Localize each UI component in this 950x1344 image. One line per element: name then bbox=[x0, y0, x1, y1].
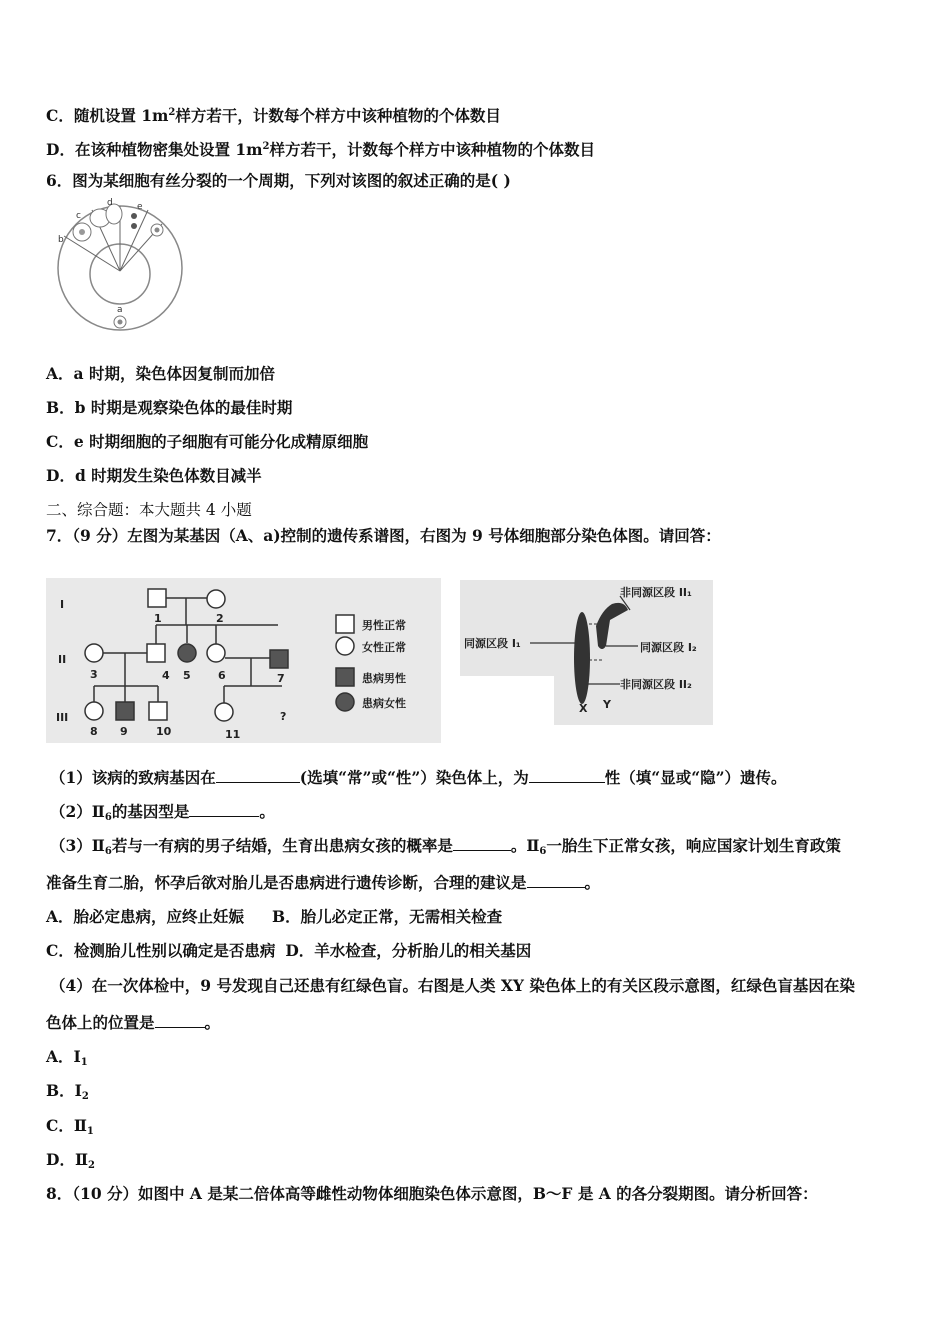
q7-part4-line2: 色体上的位置是 。 bbox=[46, 1013, 221, 1032]
q7-part3-line2: 准备生育二胎，怀孕后欲对胎儿是否患病进行遗传诊断，合理的建议是 。 bbox=[46, 873, 601, 892]
q6-stem: 6．图为某细胞有丝分裂的一个周期，下列对该图的叙述正确的是( ) bbox=[46, 171, 511, 190]
q7-part4-option-a: A．$I_1$ bbox=[46, 1047, 88, 1068]
individual-number-1: 1 bbox=[154, 612, 162, 625]
xy-chromosome-figure bbox=[460, 580, 713, 725]
q6-option-a: A．a 时期，染色体因复制而加倍 bbox=[46, 364, 275, 383]
label-y: Y bbox=[603, 698, 611, 711]
individual-number-11: 11 bbox=[225, 728, 241, 741]
label-homologous-I1: 同源区段 I₁ bbox=[464, 637, 521, 650]
q7-part1: （1）该病的致病基因在 (选填“常”或“性”）染色体上，为 性（填“显或“隐”）遗传。 bbox=[50, 768, 787, 787]
q5-option-c: C．随机设置 $1m^2$样方若干，计数每个样方中该种植物的个体数目 bbox=[46, 106, 501, 125]
label-nonhomologous-II1: 非同源区段 II₁ bbox=[620, 586, 692, 599]
individual-number-6: 6 bbox=[218, 669, 226, 682]
legend-affected-female: 患病女性 bbox=[362, 697, 406, 710]
q7-options-ab: A．胎必定患病，应终止妊娠 B．胎儿必定正常，无需相关检查 bbox=[46, 907, 503, 926]
q7-part4-option-b: B．$I_2$ bbox=[46, 1081, 89, 1102]
pedigree-figure bbox=[46, 578, 441, 743]
q7-part4-line1: （4）在一次体检中，9 号发现自己还患有红绿色盲。右图是人类 XY 染色体上的有关区段示意图，红绿色盲基因在染 bbox=[50, 976, 855, 995]
q7-part4-option-c: C．$Ⅱ_1$ bbox=[46, 1116, 94, 1137]
q7-part1-blank-1[interactable] bbox=[216, 768, 300, 783]
individual-number-10: 10 bbox=[156, 725, 172, 738]
figure-label-c: c bbox=[76, 211, 81, 221]
individual-number-9: 9 bbox=[120, 725, 128, 738]
q6-option-b: B．b 时期是观察染色体的最佳时期 bbox=[46, 398, 293, 417]
q7-part2-blank[interactable] bbox=[189, 802, 259, 817]
generation-label-I: I bbox=[60, 598, 65, 611]
q8-stem: 8．（10 分）如图中 A 是某二倍体高等雌性动物体细胞染色体示意图，B～F 是 A 的各分裂期图。请分析回答： bbox=[46, 1184, 818, 1203]
cell-cycle-figure bbox=[52, 196, 187, 332]
individual-number-3: 3 bbox=[90, 668, 98, 681]
q7-part4-option-d: D．$Ⅱ_2$ bbox=[46, 1150, 95, 1171]
legend-male-normal: 男性正常 bbox=[362, 619, 406, 632]
q7-stem: 7．（9 分）左图为某基因（A、a)控制的遗传系谱图，右图为 9 号体细胞部分染色体图。请回答： bbox=[46, 526, 721, 545]
q5-option-d: D．在该种植物密集处设置 $1m^2$样方若干，计数每个样方中该种植物的个体数目 bbox=[46, 140, 596, 159]
legend-female-normal: 女性正常 bbox=[362, 641, 406, 654]
q7-part3-line1: $(3)Ⅱ_6$若与一有病的男子结婚，生育出患病女孩的概率是 。$Ⅱ_6$一胎生下正常女孩，响应国家计划生育政策 bbox=[50, 836, 841, 857]
individual-number-7: 7 bbox=[277, 672, 285, 685]
label-x: X bbox=[579, 702, 588, 715]
individual-number-5: 5 bbox=[183, 669, 191, 682]
q7-part1-blank-2[interactable] bbox=[529, 768, 605, 783]
q7-part3-blank-2[interactable] bbox=[527, 873, 585, 888]
q7-part2: $(2)Ⅱ_6$的基因型是 。 bbox=[50, 802, 275, 823]
label-nonhomologous-II2: 非同源区段 II₂ bbox=[620, 678, 692, 691]
figure-label-e: e bbox=[137, 202, 143, 212]
individual-number-2: 2 bbox=[216, 612, 224, 625]
q7-part3-blank-1[interactable] bbox=[453, 836, 511, 851]
legend-affected-male: 患病男性 bbox=[362, 672, 406, 685]
individual-number-8: 8 bbox=[90, 725, 98, 738]
figure-label-a: a bbox=[117, 305, 123, 315]
q6-option-c: C．e 时期细胞的子细胞有可能分化成精原细胞 bbox=[46, 432, 369, 451]
q7-part4-blank[interactable] bbox=[155, 1013, 205, 1028]
label-homologous-I2: 同源区段 I₂ bbox=[640, 641, 697, 654]
unknown-individual: ? bbox=[280, 710, 287, 723]
figure-label-b: b bbox=[58, 235, 64, 245]
individual-number-4: 4 bbox=[162, 669, 170, 682]
generation-label-III: III bbox=[56, 711, 69, 724]
q7-options-cd: C．检测胎儿性别以确定是否患病 D．羊水检查，分析胎儿的相关基因 bbox=[46, 941, 532, 960]
section-title: 二、综合题：本大题共 4 小题 bbox=[46, 501, 252, 519]
q6-option-d: D．d 时期发生染色体数目减半 bbox=[46, 466, 262, 485]
figure-label-d: d bbox=[107, 198, 113, 208]
generation-label-II: II bbox=[58, 653, 67, 666]
